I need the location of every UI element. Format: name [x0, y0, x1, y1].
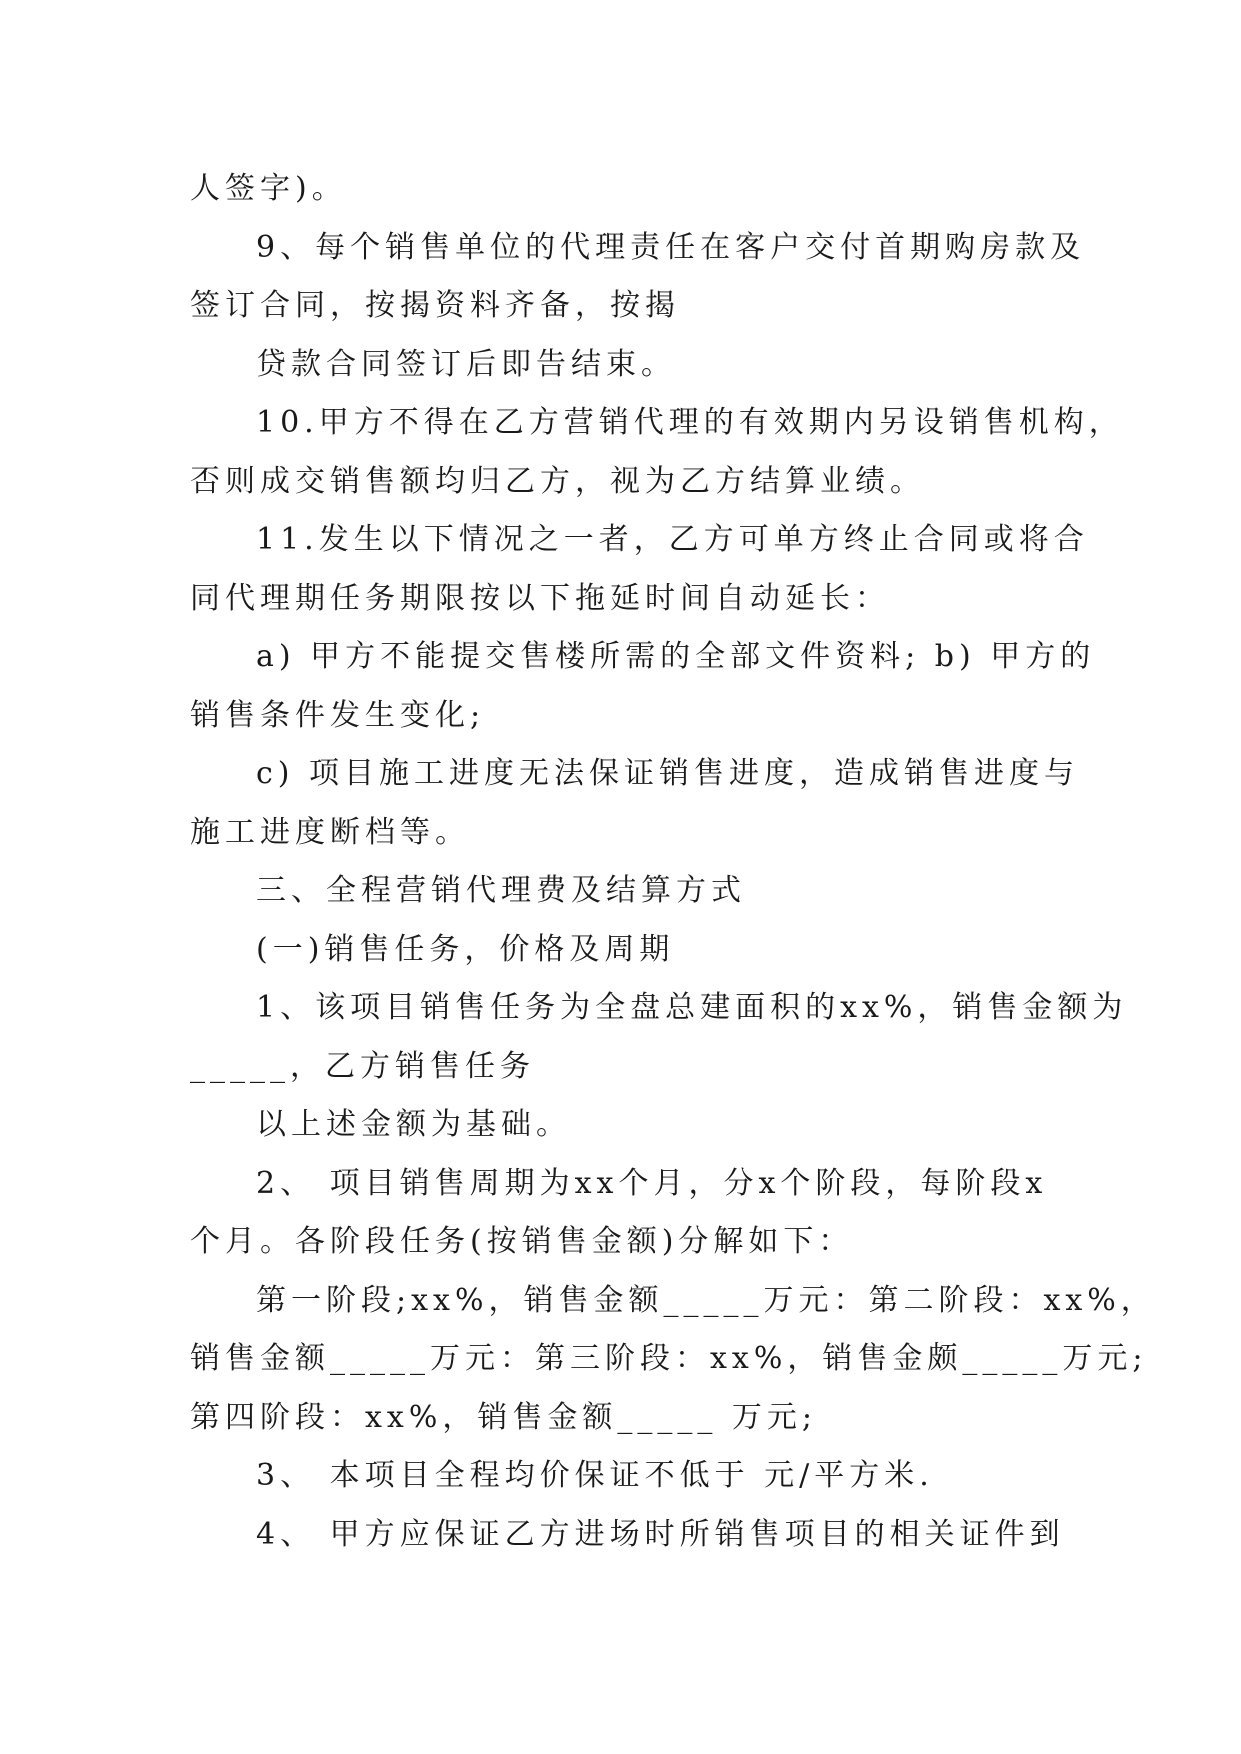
text-line: 2、 项目销售周期为xx个月，分x个阶段，每阶段x — [256, 1165, 1048, 1201]
text-line: 否则成交销售额均归乙方，视为乙方结算业绩。 — [190, 463, 925, 499]
text-line: 4、 甲方应保证乙方进场时所销售项目的相关证件到 — [256, 1516, 1065, 1552]
text-line: 9、每个销售单位的代理责任在客户交付首期购房款及 — [256, 229, 1086, 265]
text-line: a) 甲方不能提交售楼所需的全部文件资料; b) 甲方的 — [256, 639, 1096, 674]
text-line: (一)销售任务，价格及周期 — [256, 931, 675, 967]
text-line: 10.甲方不得在乙方营销代理的有效期内另设销售机构， — [256, 405, 1124, 440]
document-body — [190, 160, 1156, 1564]
text-line: 三、全程营销代理费及结算方式 — [256, 873, 746, 908]
text-line: 签订合同，按揭资料齐备，按揭 — [190, 288, 680, 323]
text-line: 施工进度断档等。 — [190, 814, 470, 850]
text-line: c) 项目施工进度无法保证销售进度，造成销售进度与 — [256, 756, 1080, 791]
text-line: 1、该项目销售任务为全盘总建面积的xx%，销售金额为 — [256, 990, 1128, 1025]
text-line: 第四阶段：xx%，销售金额_____ 万元; — [190, 1399, 817, 1435]
text-line: 销售金额_____万元：第三阶段：xx%，销售金颇_____万元; — [190, 1341, 1148, 1376]
text-line: 3、 本项目全程均价保证不低于 元/平方米. — [256, 1458, 934, 1493]
text-line: 同代理期任务期限按以下拖延时间自动延长： — [190, 580, 890, 616]
text-line: 11.发生以下情况之一者，乙方可单方终止合同或将合 — [256, 522, 1089, 557]
text-line: 个月。各阶段任务(按销售金额)分解如下： — [190, 1224, 854, 1259]
text-line: 第一阶段;xx%，销售金额_____万元：第二阶段：xx%， — [256, 1282, 1156, 1318]
text-line: 贷款合同签订后即告结束。 — [256, 346, 676, 382]
text-line: 人签字)。 — [190, 171, 347, 206]
text-line: 销售条件发生变化; — [190, 697, 486, 733]
text-line: 以上述金额为基础。 — [256, 1107, 571, 1142]
text-line: _____，乙方销售任务 — [190, 1048, 535, 1084]
